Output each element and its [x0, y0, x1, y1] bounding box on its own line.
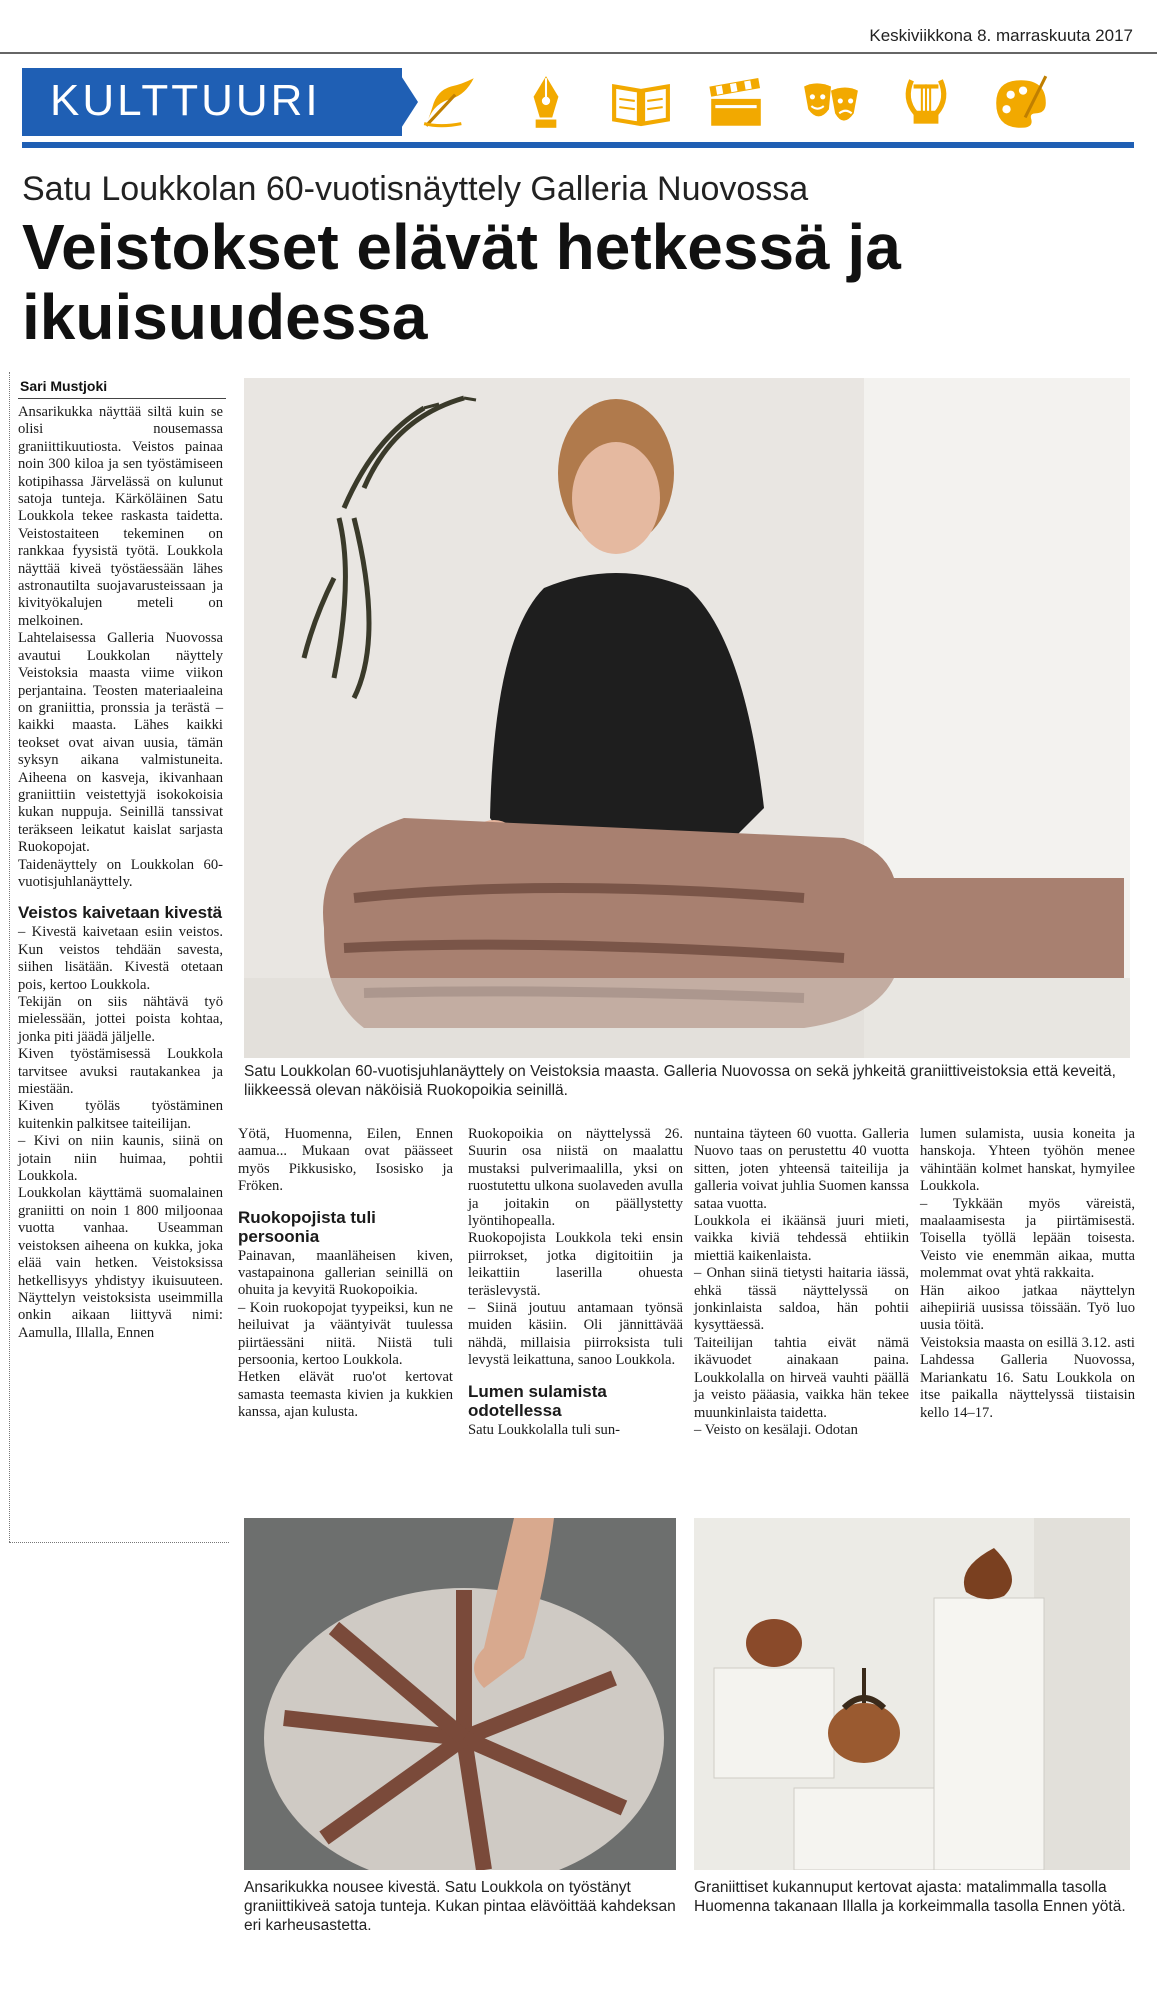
body-paragraph: Veistoksia maasta on esillä 3.12. asti Lahdessa Galleria Nuovossa, Mariankatu 16. Satu Loukkola on itse paikalla näyttelyssä tiistaisin kello 14–17.: [920, 1334, 1135, 1421]
bronze-flower-buds-image: [694, 1518, 1130, 1870]
artist-with-sculpture-image: [244, 378, 1130, 1058]
lead-column: [18, 404, 223, 1342]
body-column-4: [694, 1126, 909, 1439]
byline: Sari Mustjoki: [20, 378, 108, 394]
body-paragraph: Ruokopoikia on näyttelyssä 26. Suurin osa niistä on maalattu mustaksi pulverimaalilla, yksi on ruostutettu ulkona suolaveden avulla ja joitakin on päällystetty lyöntihopealla.: [468, 1126, 683, 1230]
subhead: Ruokopojista tuli persoonia: [238, 1207, 376, 1246]
theater-masks-icon: [800, 72, 862, 134]
lead-paragraph: Taidenäyttely on Loukkolan 60-vuotisjuhlanäyttely.: [18, 856, 223, 890]
body-paragraph: – Koin ruokopojat tyypeiksi, kun ne heiluivat ja vääntyivät tuulessa piirtäessäni niitä. Niistä tuli persoonia, kertoo Loukkola.: [238, 1299, 453, 1369]
dateline: [0, 0, 1157, 54]
section-label: KULTTUURI: [50, 76, 321, 125]
column-divider: [9, 372, 10, 1542]
bottom-right-caption: Graniittiset kukannuput kertovat ajasta: matalimmalla tasolla Huomenna takanaan Illalla ja korkeimmalla tasolla Ennen yötä.: [694, 1879, 1126, 1915]
body-column-3: [468, 1126, 683, 1439]
subhead: Veistos kaivetaan kivestä: [18, 903, 223, 923]
section-label-box: [22, 68, 402, 136]
body-paragraph: Taiteilijan tahtia eivät nämä ikävuodet ainakaan paina. Loukkolalla on hirveä vauhti päällä ja veisto pääasia, vaikka hän tekee muunkinlaista taidetta.: [694, 1334, 909, 1421]
lyre-icon: [895, 72, 957, 134]
body-paragraph: Yötä, Huomenna, Eilen, Ennen aamua... Mukaan ovat päässeet myös Pikkusisko, Isosisko ja Fröken.: [238, 1126, 453, 1195]
body-paragraph: nuntaina täyteen 60 vuotta. Galleria Nuovo taas on perustettu 40 vuotta sitten, joten yhteensä taiteilija ja galleria voivat juhlia Suomen kanssa sataa vuotta.: [694, 1126, 909, 1212]
lead-paragraph: Lahtelaisessa Galleria Nuovossa avautui Loukkolan näyttely Veistoksia maasta viime viikon perjantaina. Teosten materiaaleina on graniittia, pronssia ja terästä – kaikki maasta. Lähes kaikki teokset ovat aivan uusia, tämän syksyn aikana valmistuneita. Aiheena on kasveja, ikivanhaan graniittiin veistettyjä isokokoisia kukan nuppuja. Seinillä tanssivat teräkseen leikatut kaislat sarjasta Ruokopojat.: [18, 630, 223, 856]
body-paragraph: Satu Loukkolalla tuli sun-: [468, 1421, 621, 1438]
article-headline: Veistokset elävät hetkessä ja ikuisuudessa: [22, 211, 901, 353]
body-paragraph: – Kivi on niin kaunis, siinä on jotain niin huimaa, pohtii Loukkola.: [18, 1133, 223, 1185]
open-book-icon: [610, 72, 672, 134]
body-paragraph: Kiven työstämisessä Loukkola tarvitsee avuksi rautakankea ja miestään.: [18, 1046, 223, 1098]
section-rule: [22, 142, 1134, 148]
section-icons: [420, 72, 1120, 134]
body-paragraph: Ruokopojista Loukkola teki ensin piirrokset, jotka digitoitiin ja leikattiin laserilla ohuesta teräslevystä.: [468, 1230, 683, 1299]
film-clapper-icon: [705, 72, 767, 134]
body-paragraph: Hetken elävät ruo'ot kertovat samasta teemasta kivien ja kukkien kanssa, ajan kulusta.: [238, 1369, 453, 1421]
issue-date: Keskiviikkona 8. marraskuuta 2017: [869, 26, 1133, 45]
main-photo: [244, 378, 1130, 1058]
main-photo-caption: Satu Loukkolan 60-vuotisjuhlanäyttely on Veistoksia maasta. Galleria Nuovossa on sekä jyhkeitä graniittiveistoksia että keveitä, liikkeessä olevan näköisiä Ruokopoikia seinillä.: [244, 1063, 1116, 1099]
column-divider-bottom: [9, 1542, 229, 1543]
bottom-left-photo: [244, 1518, 676, 1870]
article-kicker: Satu Loukkolan 60-vuotisnäyttely Galleria Nuovossa: [22, 170, 809, 208]
section-banner: [0, 58, 1157, 148]
fountain-pen-icon: [515, 72, 577, 134]
body-paragraph: lumen sulamista, uusia koneita ja hanskoja. Yhteen työhön menee vähintään kolmet hanskat, hymyilee Loukkola.: [920, 1126, 1135, 1195]
quill-icon: [420, 72, 482, 134]
subhead: Lumen sulamista odotellessa: [468, 1381, 607, 1420]
body-paragraph: Loukkola ei ikäänsä juuri mieti, vaikka kiviä tehdessä ehtiikin miettiä kaikenlaista.: [694, 1213, 909, 1264]
body-paragraph: Painavan, maanläheisen kiven, vastapainona gallerian seinillä on ohuita ja kevyitä Ruokopoikia.: [238, 1247, 453, 1299]
body-paragraph: – Veisto on kesälaji. Odotan: [694, 1421, 858, 1438]
body-column-2: [238, 1126, 453, 1422]
chevron-right-icon: [396, 68, 418, 136]
body-paragraph: Tekijän on siis nähtävä työ mielessään, jottei poista kohtaa, jonka piti jäädä jäljelle.: [18, 994, 223, 1045]
granite-flower-closeup-image: [244, 1518, 676, 1870]
body-paragraph: – Onhan siinä tietysti haitaria iässä, ehkä tässä näyttelyssä on jonkinlaista saldoa, hän pohtii kysyttäessä.: [694, 1265, 909, 1334]
bottom-right-photo: [694, 1518, 1130, 1870]
body-paragraph: – Tykkään myös väreistä, maalaamisesta ja piirtämisestä. Toisella työllä lepään toisesta. Veisto vie enemmän aikaa, mutta molemmat ovat yhtä rakkaita.: [920, 1195, 1135, 1282]
lead-paragraph: Ansarikukka näyttää siltä kuin se olisi nousemassa graniittikuutiosta. Veistos painaa noin 300 kiloa ja sen työstämiseen kotipihassa Järvelässä on kulunut satoja tunteja. Kärköläinen Satu Loukkola tekee raskasta taidetta. Veistostaiteen tekeminen on rankkaa fyysistä työtä. Loukkola näyttää kiveä työstäessään lähes astronautilta suojavarusteissaan ja kivityökalujen meteli on melkoinen.: [18, 404, 223, 629]
body-column-5: [920, 1126, 1135, 1422]
bottom-left-caption: Ansarikukka nousee kivestä. Satu Loukkola on työstänyt graniittikiveä satoja tunteja. Kukan pintaa elävöittää kahdeksan eri karheusastetta.: [244, 1879, 676, 1934]
body-paragraph: Hän aikoo jatkaa näyttelyn aihepiiriä uusissa töissään. Työ luo uusia töitä.: [920, 1282, 1135, 1334]
body-paragraph: – Kivestä kaivetaan esiin veistos. Kun veistos tehdään savesta, siihen lisätään. Kivestä otetaan pois, kertoo Loukkola.: [18, 924, 223, 993]
body-paragraph: Loukkolan käyttämä suomalainen graniitti on noin 1 800 miljoonaa vuotta vanhaa. Useamman veistoksen aiheena on kukka, joka elää vain hetken. Veistoksissa hetkellisyys yhdistyy ikuisuuteen. Näyttelyn veistoksista useimmilla onkin aikaan liittyvä nimi: Aamulla, Illalla, Ennen: [18, 1185, 223, 1341]
byline-rule: [18, 398, 226, 399]
palette-icon: [990, 72, 1052, 134]
body-paragraph: Kiven työläs työstäminen kuitenkin palkitsee taiteilijan.: [18, 1098, 223, 1132]
body-paragraph: – Siinä joutuu antamaan työnsä muiden käsiin. Oli jännittävää nähdä, millaisia piirroksista tuli levystä leikattuna, sanoo Loukkola.: [468, 1300, 683, 1369]
